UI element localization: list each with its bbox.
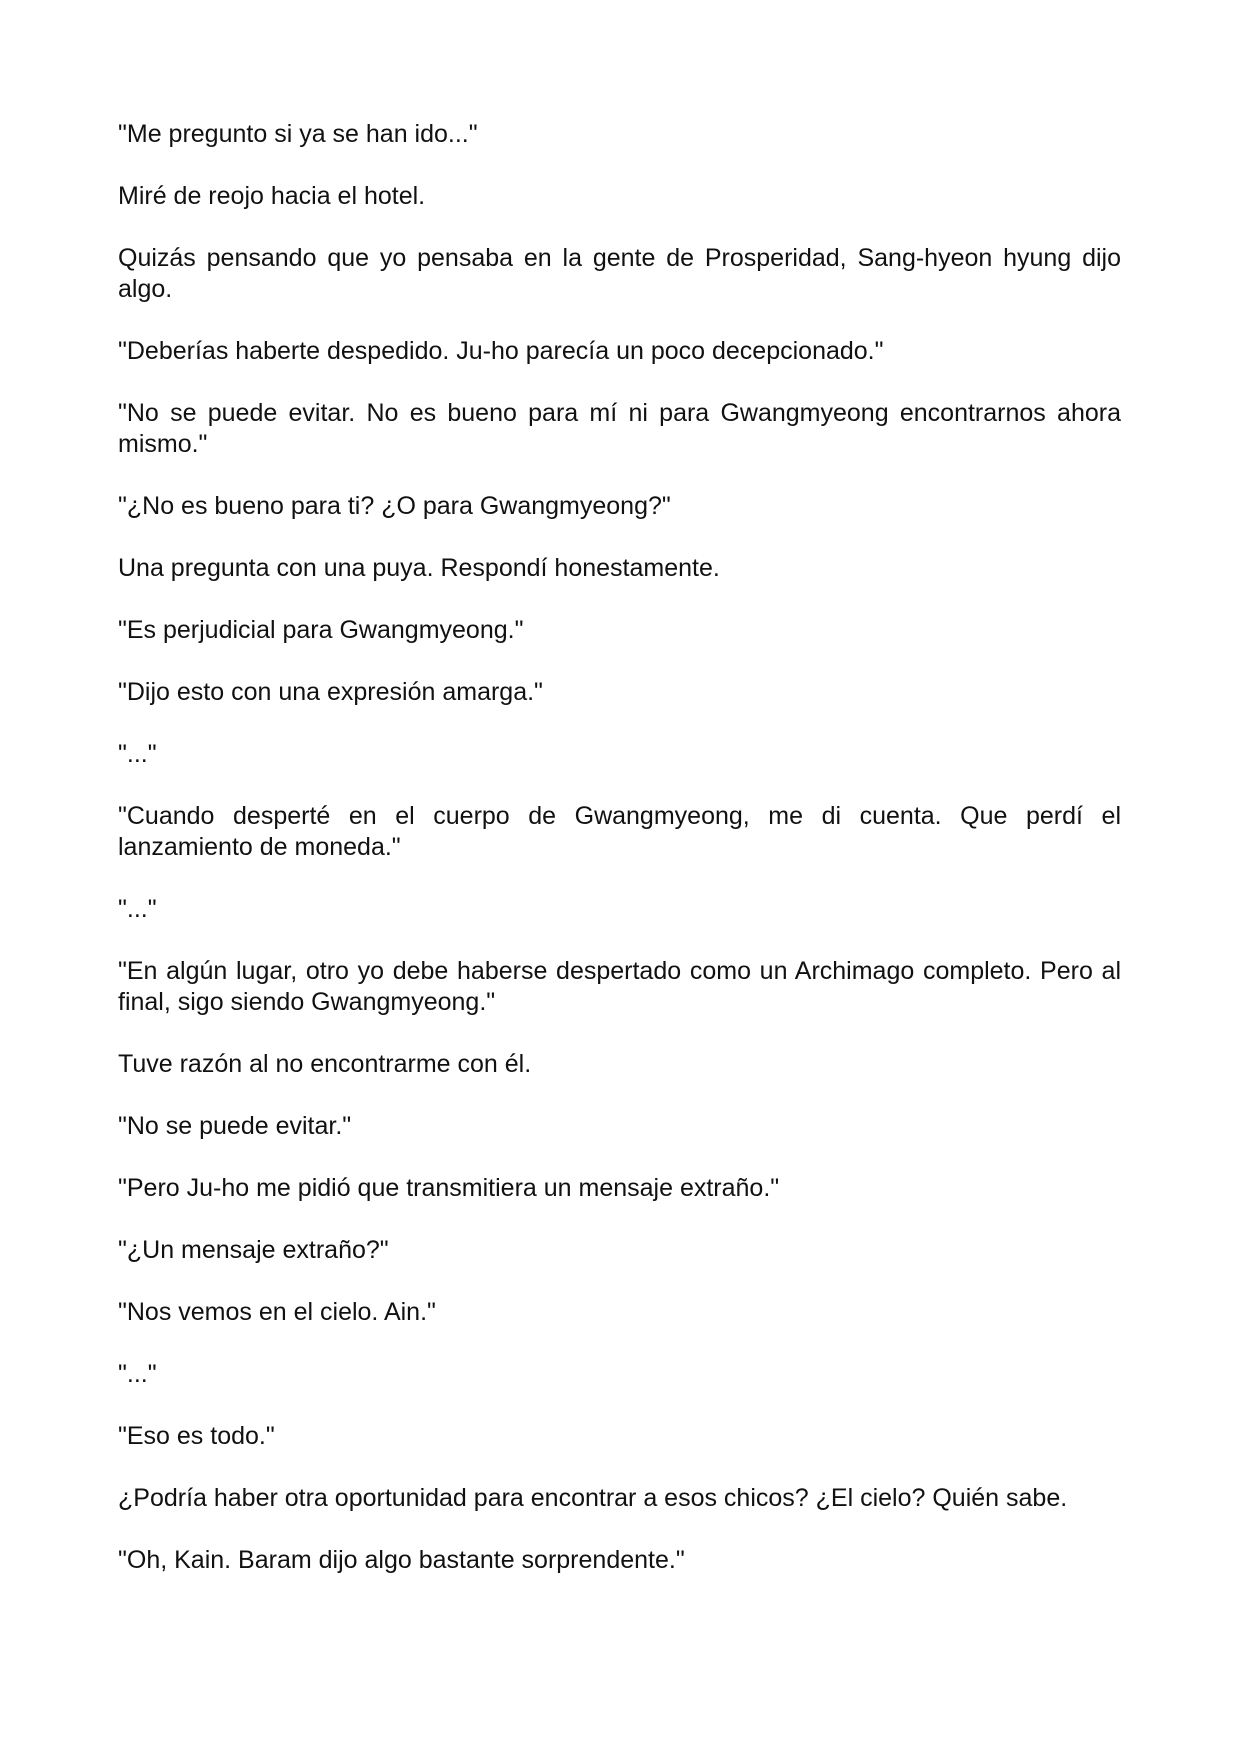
paragraph: "No se puede evitar. No es bueno para mí ni para Gwangmyeong encontrarnos ahora mismo." (118, 399, 1121, 458)
paragraph: "Me pregunto si ya se han ido..." (118, 120, 478, 148)
paragraph: Miré de reojo hacia el hotel. (118, 182, 426, 210)
paragraph: Quizás pensando que yo pensaba en la gente de Prosperidad, Sang-hyeon hyung dijo algo. (118, 244, 1121, 303)
paragraph: "Pero Ju-ho me pidió que transmitiera un mensaje extraño." (118, 1174, 780, 1202)
paragraph: "..." (118, 740, 157, 768)
paragraph: "¿Un mensaje extraño?" (118, 1236, 389, 1264)
paragraph: "Eso es todo." (118, 1422, 275, 1450)
paragraph: "En algún lugar, otro yo debe haberse despertado como un Archimago completo. Pero al final, sigo siendo Gwangmyeong." (118, 957, 1121, 1016)
document-body (118, 119, 1121, 1607)
paragraph: "Nos vemos en el cielo. Ain." (118, 1298, 436, 1326)
paragraph: ¿Podría haber otra oportunidad para encontrar a esos chicos? ¿El cielo? Quién sabe. (118, 1484, 1068, 1512)
paragraph: "Oh, Kain. Baram dijo algo bastante sorprendente." (118, 1546, 685, 1574)
paragraph: "Deberías haberte despedido. Ju-ho parecía un poco decepcionado." (118, 337, 884, 365)
paragraph: "Cuando desperté en el cuerpo de Gwangmyeong, me di cuenta. Que perdí el lanzamiento de moneda." (118, 802, 1121, 861)
paragraph: "Dijo esto con una expresión amarga." (118, 678, 543, 706)
paragraph: "Es perjudicial para Gwangmyeong." (118, 616, 524, 644)
paragraph: "..." (118, 895, 157, 923)
paragraph: "..." (118, 1360, 157, 1388)
paragraph: "No se puede evitar." (118, 1112, 352, 1140)
paragraph: "¿No es bueno para ti? ¿O para Gwangmyeong?" (118, 492, 671, 520)
paragraph: Una pregunta con una puya. Respondí honestamente. (118, 554, 720, 582)
paragraph: Tuve razón al no encontrarme con él. (118, 1050, 532, 1078)
